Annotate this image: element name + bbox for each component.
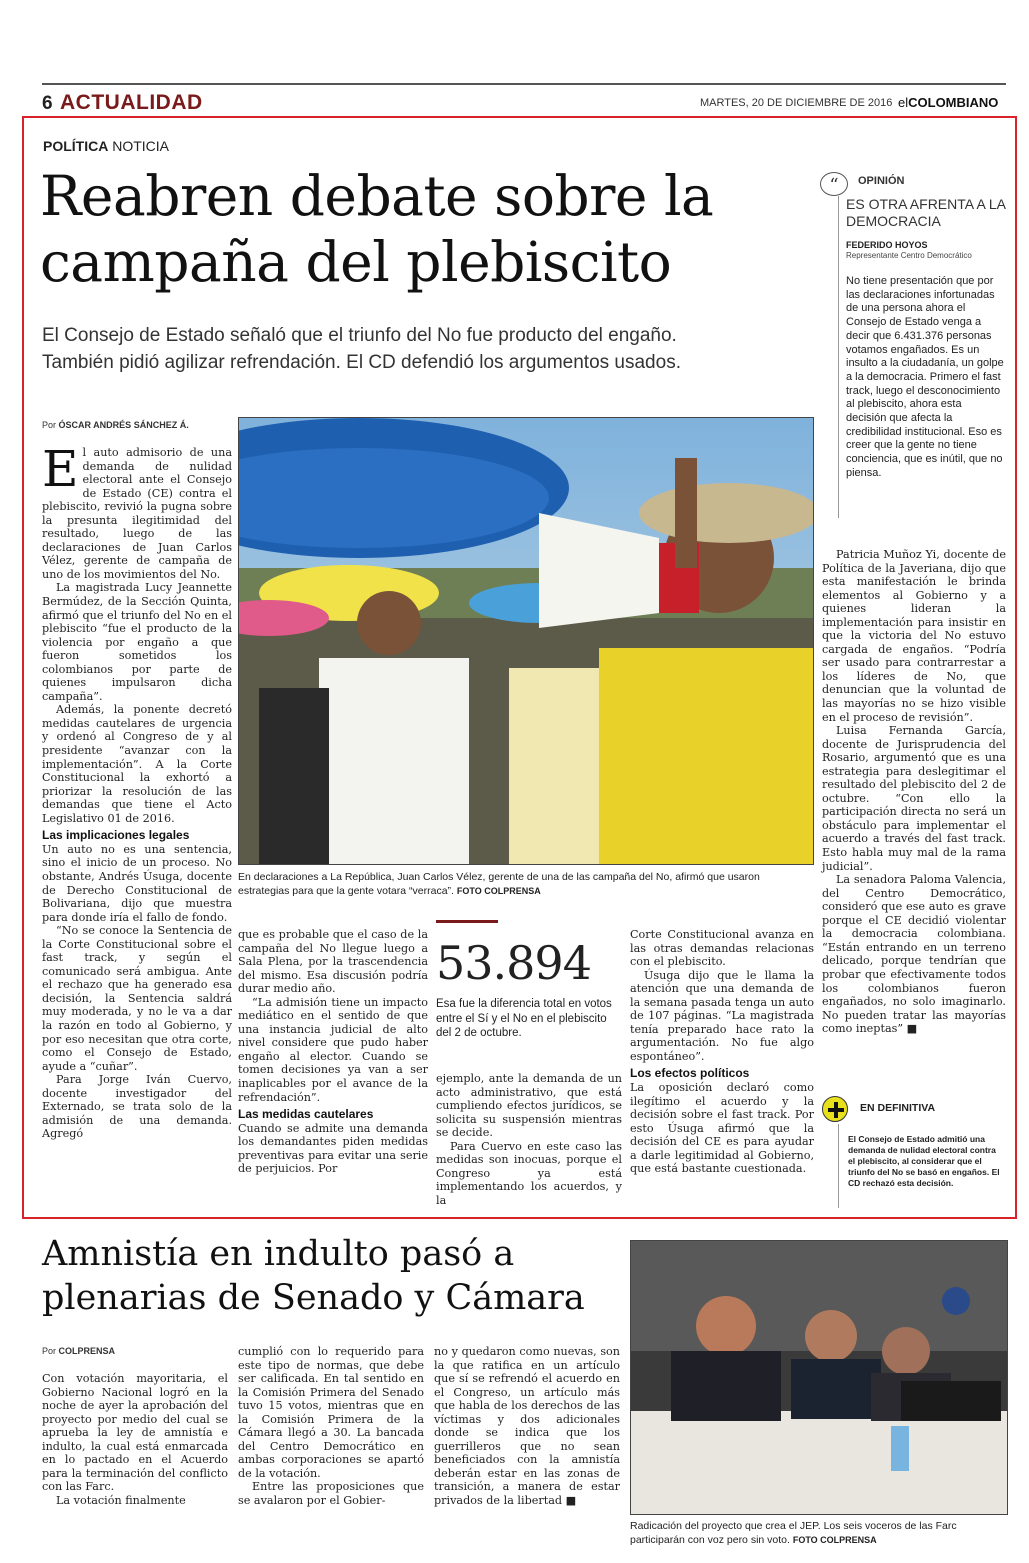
opinion-title: ES OTRA AFRENTA A LA DEMOCRACIA [846,196,1006,229]
section-title: ACTUALIDAD [60,91,203,114]
article-column-4: Corte Constitucional avanza en las otras demandas relacionas con el plebiscito. Úsuga dijo que le llama la atención que una demanda de la semana pasada tenga un auto de 107 páginas. “La magistrada tenía preparado hace rato la argumentación. No fue algo espontáneo”. Los efectos políticos La oposición declaró como ilegítimo el acuerdo y la decisión sobre el fast track. Por esto Úsuga afirmó que la decisión del CE es para ayudar a darle legitimidad al Gobierno, que está bastante cuestionada. [630,928,814,1176]
fact-number: 53.894 [436,936,591,990]
subhead-implicaciones: Las implicaciones legales [42,828,190,843]
opinion-text: No tiene presentación que por las declaraciones infortunadas de una persona ahora el Consejo de Estado venga a decir que 6.431.376 personas votamos engañados. Es un insulto a la ciudadanía, un golpe a la democracia. Primero el fast track, luego el desconocimiento al plebiscito, ahora esta decisión que afecta la credibilidad institucional. Eso es creer que la gente no tiene conciencia, que es inútil, que no piensa. [846,275,1004,479]
definitiva-text: El Consejo de Estado admitió una demanda de nulidad electoral contra el plebiscito, al considerar que el triunfo del No se basó en engaños. El CD rechazó esta decisión. [848,1134,1000,1188]
opinion-role: Representante Centro Democrático [846,251,972,260]
article-column-3: ejemplo, ante la demanda de un acto administrativo, que está cumpliendo efectos jurídicos, se solicita su suspensión mientras se decide. Para Cuervo en este caso las medidas son inocuas, porque el Congreso ya está implementando los acuerdos, y la [436,1072,622,1207]
subhead-medidas: Las medidas cautelares [238,1107,374,1122]
article-kicker: POLÍTICA NOTICIA [43,138,170,154]
article2-headline: Amnistía en indulto pasó a plenarias de Senado y Cámara [42,1234,585,1318]
header-rule [42,83,1006,85]
article-headline: Reabren debate sobre la campaña del plebiscito [40,164,714,294]
article2-column-3: no y quedaron como nuevas, son la que ratifica en un artículo que sí se refrendó el acuerdo en el Congreso, un artículo más que habla de los derechos de las víctimas y dos adicionales donde se indica que los guerrilleros que no sean beneficiados con la amnistía deberán estar en las zonas de transición, a manera de estar privados de la libertad ■ [434,1345,620,1508]
opinion-label: OPINIÓN [858,175,905,187]
photo2-caption: Radicación del proyecto que crea el JEP. Los seis voceros de las Farc participarán con voz pero sin voto. FOTO COLPRENSA [630,1520,957,1546]
article-column-1: El auto admisorio de una demanda de nulidad electoral ante el Consejo de Estado (CE) contra el plebiscito, revivió la pugna sobre la presunta ilegitimidad del resultado, luego de las declaraciones de Juan Carlos Vélez, gerente de campaña de uno de los movimientos del No. La magistrada Lucy Jeannette Bermúdez, de la Sección Quinta, afirmó que el triunfo del No en el plebiscito “fue el producto de la violencia por engaño a que fueron sometidos los colombianos por parte de quienes impulsaron dicha campaña”. Además, la ponente decretó medidas cautelares de urgencia y ordenó al Congreso de y al presidente “avanzar con la implementación”. A la Corte Constitucional la exhortó a priorizar la resolución de las demandas que tiene el Acto Legislativo 01 de 2016. Las implicaciones legales Un auto no es una sentencia, sino el inicio de un proceso. No obstante, Andrés Úsuga, docente de Derecho Constitucional de Bolivariana, dijo que muestra para donde iría el fallo de fondo. “No se conoce la Sentencia de la Corte Constitucional sobre el fast track, y según el comunicado será ambigua. Ante el rechazo que ha generado esa decisión, la Sentencia saldrá muy moderada, y no le va a dar la razón en todo al Gobierno, y por eso necesitan que otra corte, como el Consejo de Estado, ayude a “cuñar”. Para Jorge Iván Cuervo, docente investigador del Externado, se trata solo de la admisión de una demanda. Agregó [42,440,232,1141]
article2-byline: Por COLPRENSA [42,1346,116,1356]
key-points-icon [822,1096,848,1122]
photo-caption: En declaraciones a La República, Juan Carlos Vélez, gerente de una de las campaña del No, afirmó que usaron estrategias para que la gente votara “verraca”. FOTO COLPRENSA [238,871,760,897]
fact-rule [436,920,498,923]
article-byline: Por ÓSCAR ANDRÉS SÁNCHEZ Á. [42,420,189,430]
press-conference-illustration [631,1241,1008,1515]
article2-column-1: Con votación mayoritaria, el Gobierno Nacional logró en la noche de ayer la aprobación del proyecto por medio del cual se aprueba la ley de amnistía e indulto, la cual está enmarcada en lo pactado en el Acuerdo para la terminación del conflicto con las Farc. La votación finalmente [42,1372,228,1507]
article-column-2: que es probable que el caso de la campaña del No llegue luego a Sala Plena, por la trascendencia del mismo. Esa discusión podría durar medio año. “La admisión tiene un impacto mediático en el sentido de que una instancia judicial de alto nivel considere que pudo haber engaño al elector. Cuando se tomen decisiones ya van a ser inaplicables por el avance de la refrendación”. Las medidas cautelares Cuando se admite una demanda los demandantes piden medidas preventivas para evitar una serie de perjuicios. Por [238,928,428,1176]
protest-photo-illustration [239,418,814,865]
article2-column-2: cumplió con lo requerido para este tipo de normas, que debe ser calificada. En tal sentido en la Comisión Primera del Senado tuvo 15 votos, mientras que en la Comisión Primera de la Cámara llegó a 30. La bancada del Centro Democrático en ambas corporaciones se apartó de la votación. Entre las proposiciones que se avalaron por el Gobier- [238,1345,424,1508]
protest-photo [238,417,814,865]
article-column-5: Patricia Muñoz Yi, docente de Política de la Javeriana, dijo que esta manifestación le brinda elementos al Gobierno y a quienes lideran la implementación para insistir en que la victoria del No estuvo cargada de engaños. “Podría ser usado para contrarrestar a los líderes de No, que denuncian que la voluntad de las mayorías no se hizo visible en el proceso de revisión”. Luisa Fernanda García, docente de Jurisprudencia del Rosario, argumentó que es una estrategia para deslegitimar el resultado del plebiscito del 2 de octubre. “Con ello la participación directa no será un obstáculo para implementar el acuerdo a través del fast track. Esto habla muy mal de la rama judicial”. La senadora Paloma Valencia, del Centro Democrático, consideró que ese auto es grave porque el CE decidió violentar la democracia colombiana. “Están entrando en un terreno delicado, porque tendrían que probar que efectivamente todos los colombianos fueron engañados, no solo imaginarlo. No pueden tratar las mayorías como ineptas” ■ [822,548,1006,1036]
article-deck: El Consejo de Estado señaló que el triunfo del No fue producto del engaño. También pidió agilizar refrendación. El CD defendió los argumentos usados. [42,325,681,373]
definitiva-label: EN DEFINITIVA [860,1102,936,1114]
subhead-efectos: Los efectos políticos [630,1066,750,1081]
opinion-author: FEDERIDO HOYOS [846,240,928,250]
fact-text: Esa fue la diferencia total en votos entre el Sí y el No en el plebiscito del 2 de octubre. [436,998,612,1039]
opinion-rule [838,196,839,518]
brand-logo: elCOLOMBIANO [898,95,999,110]
definitiva-rule [838,1124,839,1208]
issue-date: MARTES, 20 DE DICIEMBRE DE 2016 [700,97,893,109]
press-conference-photo [630,1240,1008,1515]
page-number: 6 [42,93,53,114]
quote-icon: “ [820,172,848,196]
